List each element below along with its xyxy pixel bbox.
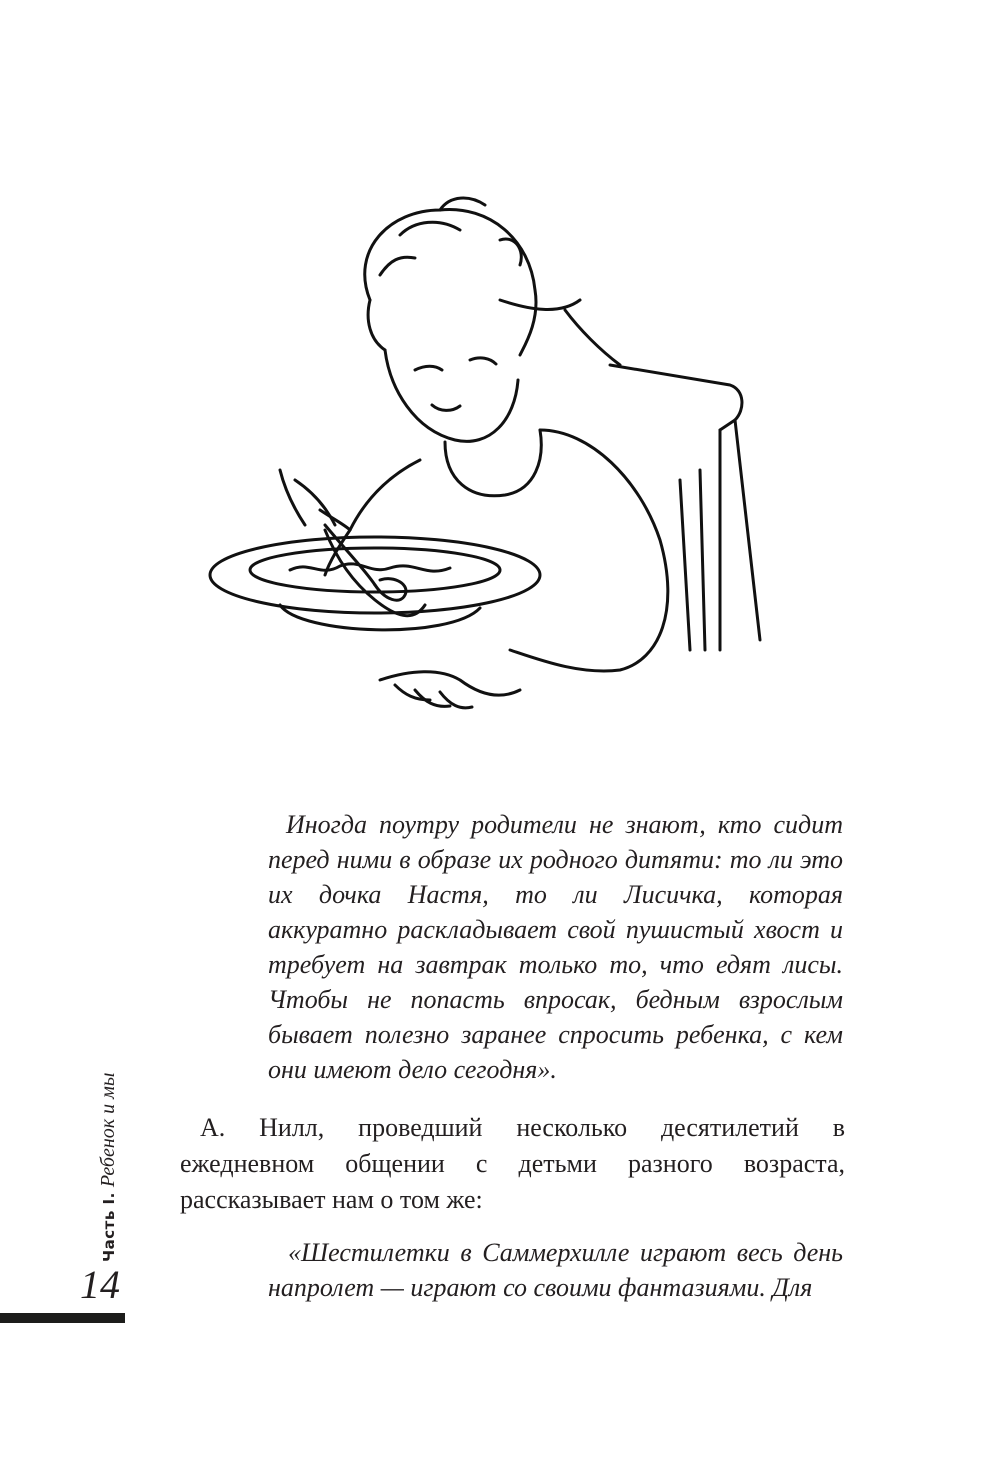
quote-paragraph-continued: «Шестилетки в Саммерхилле играют весь день напролет — играют со своими фантазиями. Для xyxy=(268,1238,843,1302)
body-paragraph: А. Нилл, проведший несколько десятилетий в ежедневном общении с детьми разного возраста, рассказывает нам о том же: xyxy=(180,1113,845,1214)
illustration-drawing xyxy=(200,180,800,740)
page-number: 14 xyxy=(80,1262,120,1307)
italic-quote-block-continued xyxy=(268,1235,843,1305)
page-number-bar xyxy=(0,1313,125,1323)
child-eating-soup-illustration xyxy=(200,180,800,740)
running-head xyxy=(97,1073,120,1262)
running-head-title: Ребенок и мы xyxy=(97,1072,119,1188)
body-paragraph-block xyxy=(180,1110,845,1218)
italic-quote-block xyxy=(268,807,843,1087)
running-head-part: Часть I. xyxy=(100,1192,118,1262)
quote-paragraph: Иногда поутру родители не знают, кто сидит перед ними в образе их родного дитяти: то ли это их дочка Настя, то ли Лисичка, которая аккуратно раскладывает свой пушистый хвост и требует на завтрак только то, что едят лисы. Чтобы не попасть впросак, бедным взрослым бывает полезно заранее спросить ребенка, с кем они имеют дело сегодня». xyxy=(268,810,843,1084)
